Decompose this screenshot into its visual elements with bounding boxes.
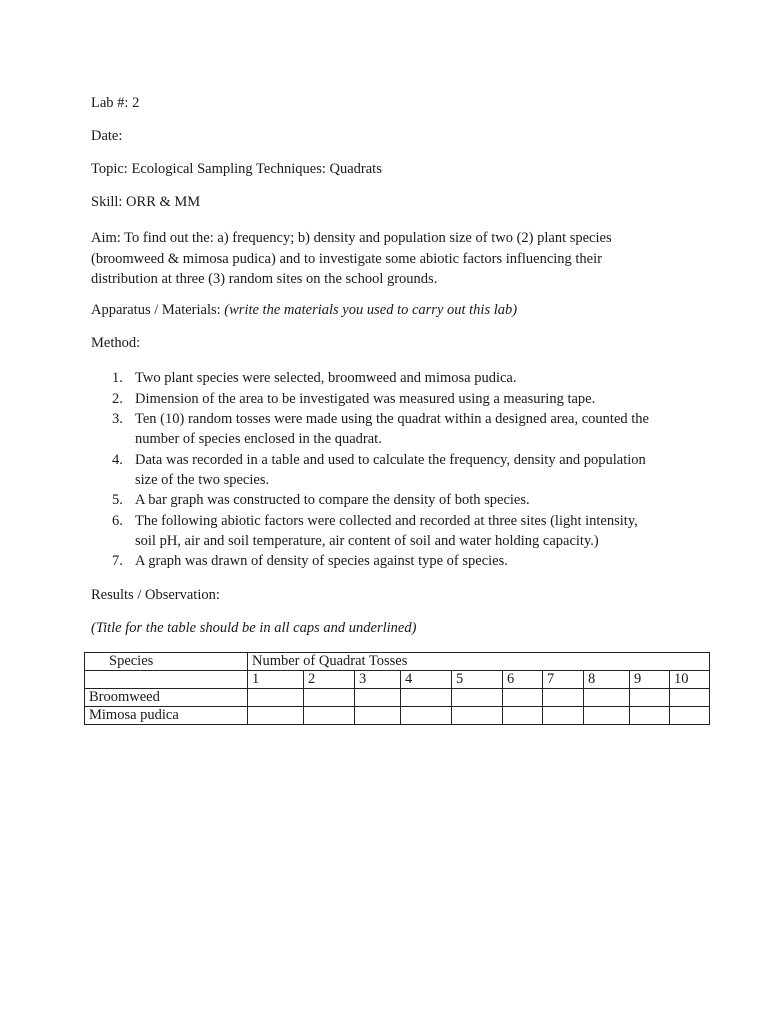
method-step: [91, 409, 691, 449]
toss-number: 4: [401, 671, 452, 689]
topic-line: Topic: Ecological Sampling Techniques: Quadrats: [91, 161, 382, 177]
method-step: [91, 490, 691, 510]
table-cell[interactable]: [670, 689, 710, 707]
step-text: The following abiotic factors were collected and recorded at three sites (light intensity,: [135, 512, 638, 529]
toss-number: 6: [503, 671, 543, 689]
table-row: [85, 689, 710, 707]
toss-number: 8: [584, 671, 630, 689]
step-text: A graph was drawn of density of species against type of species.: [135, 553, 508, 569]
table-row: [85, 707, 710, 725]
toss-number: 10: [670, 671, 710, 689]
step-text: Two plant species were selected, broomweed and mimosa pudica.: [135, 370, 517, 386]
table-cell[interactable]: [584, 689, 630, 707]
date-field: Date:: [91, 128, 123, 144]
table-cell[interactable]: [584, 707, 630, 725]
table-header-row: [85, 653, 710, 671]
aim-line: distribution at three (3) random sites on the school grounds.: [91, 271, 438, 287]
step-text: soil pH, air and soil temperature, air content of soil and water holding capacity.): [135, 532, 599, 549]
step-text: size of the two species.: [135, 471, 270, 488]
table-cell[interactable]: [248, 689, 304, 707]
apparatus-label: Apparatus / Materials:: [91, 302, 225, 318]
species-header: Species: [85, 653, 248, 671]
method-step: [91, 389, 691, 409]
step-text: A bar graph was constructed to compare the density of both species.: [135, 492, 530, 508]
table-cell[interactable]: [452, 689, 503, 707]
table-cell: [85, 671, 248, 689]
toss-number: 2: [304, 671, 355, 689]
table-cell[interactable]: [248, 707, 304, 725]
toss-number-row: [85, 671, 710, 689]
toss-number: 7: [543, 671, 584, 689]
step-number: 2.: [112, 390, 123, 407]
toss-number: 9: [630, 671, 670, 689]
method-step: [91, 511, 691, 551]
table-cell[interactable]: [630, 707, 670, 725]
results-heading: Results / Observation:: [91, 587, 220, 603]
table-cell[interactable]: [543, 689, 584, 707]
table-cell[interactable]: [304, 707, 355, 725]
method-heading: Method:: [91, 335, 141, 351]
results-note: (Title for the table should be in all caps and underlined): [91, 620, 417, 636]
table-cell[interactable]: [401, 707, 452, 725]
quadrat-results-table: [84, 652, 710, 725]
step-text: Dimension of the area to be investigated was measured using a measuring tape.: [135, 390, 596, 407]
species-name: Mimosa pudica: [85, 707, 248, 725]
step-number: 7.: [112, 553, 123, 569]
step-number: 5.: [112, 492, 123, 508]
table-cell[interactable]: [503, 707, 543, 725]
table-cell[interactable]: [304, 689, 355, 707]
toss-number: 1: [248, 671, 304, 689]
toss-number: 3: [355, 671, 401, 689]
method-step: [91, 551, 691, 571]
step-text: number of species enclosed in the quadrat.: [135, 431, 382, 447]
aim-line: Aim: To find out the: a) frequency; b) density and population size of two (2) plant species: [91, 230, 612, 246]
table-cell[interactable]: [452, 707, 503, 725]
step-number: 4.: [112, 451, 123, 468]
step-number: 6.: [112, 512, 123, 529]
lab-number: Lab #: 2: [91, 95, 140, 111]
step-text: Ten (10) random tosses were made using the quadrat within a designed area, counted the: [135, 411, 649, 427]
step-number: 1.: [112, 370, 123, 386]
step-number: 3.: [112, 411, 123, 427]
table-cell[interactable]: [543, 707, 584, 725]
table-cell[interactable]: [355, 689, 401, 707]
method-step: [91, 368, 691, 388]
step-text: Data was recorded in a table and used to calculate the frequency, density and population: [135, 451, 646, 468]
species-name: Broomweed: [85, 689, 248, 707]
apparatus-line: [91, 301, 517, 319]
skill-line: Skill: ORR & MM: [91, 194, 201, 210]
table-cell[interactable]: [503, 689, 543, 707]
method-step: [91, 450, 691, 490]
table-cell[interactable]: [670, 707, 710, 725]
aim-paragraph: [91, 228, 691, 290]
method-list: [91, 368, 691, 572]
table-cell[interactable]: [630, 689, 670, 707]
table-cell[interactable]: [355, 707, 401, 725]
table-cell[interactable]: [401, 689, 452, 707]
aim-line: (broomweed & mimosa pudica) and to investigate some abiotic factors influencing their: [91, 250, 602, 267]
tosses-header: Number of Quadrat Tosses: [248, 653, 710, 671]
apparatus-note: (write the materials you used to carry out this lab): [224, 302, 518, 318]
toss-number: 5: [452, 671, 503, 689]
